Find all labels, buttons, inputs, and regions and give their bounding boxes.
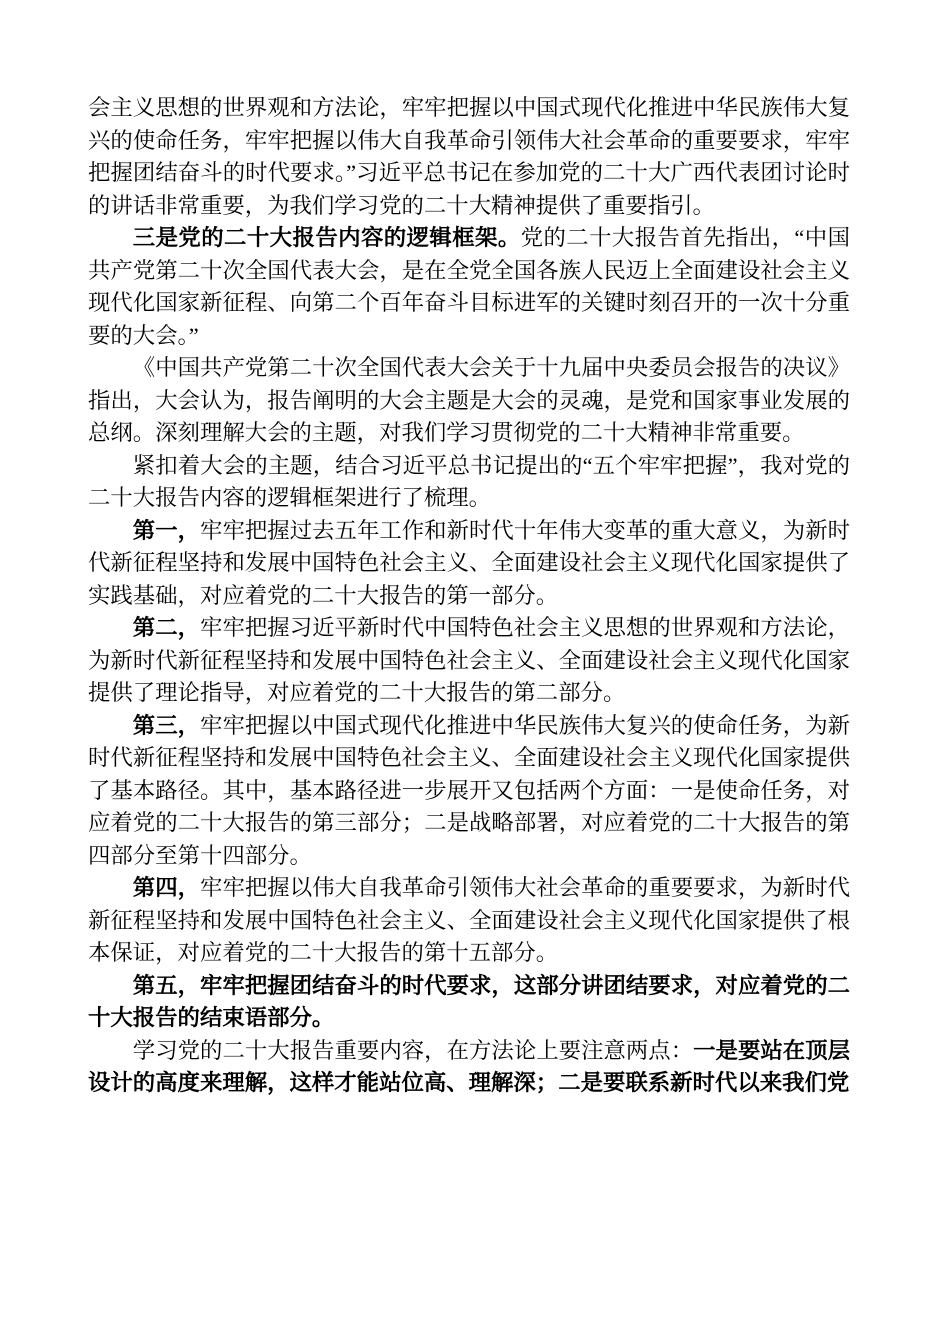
- paragraph-methodology: [88, 1035, 850, 1100]
- paragraph-third-point: [88, 710, 850, 873]
- bold-text-run: 第四，: [132, 875, 201, 900]
- bold-text-run: 第二，: [132, 615, 201, 640]
- text-run: 《中国共产党第二十次全国代表大会关于十九届中央委员会报告的决议》指出，大会认为，报告阐明的大会主题是大会的灵魂，是党和国家事业发展的总纲。深刻理解大会的主题，对我们学习贯彻党的二十大精神非常重要。: [88, 355, 850, 445]
- text-run: 牢牢把握以伟大自我革命引领伟大社会革命的重要要求，为新时代新征程坚持和发展中国特色社会主义、全面建设社会主义现代化国家提供了根本保证，对应着党的二十大报告的第十五部分。: [88, 875, 851, 965]
- text-run: 牢牢把握以中国式现代化推进中华民族伟大复兴的使命任务，为新时代新征程坚持和发展中国特色社会主义、全面建设社会主义现代化国家提供了基本路径。其中，基本路径进一步展开又包括两个方面：一是使命任务，对应着党的二十大报告的第三部分；二是战略部署，对应着党的二十大报告的第四部分至第十四部分。: [88, 712, 851, 868]
- bold-text-run: 第一，: [132, 517, 201, 543]
- paragraph-fifth-point: [88, 970, 850, 1035]
- paragraph-second-point: [88, 612, 850, 710]
- text-run: 牢牢把握过去五年工作和新时代十年伟大变革的重大意义，为新时代新征程坚持和发展中国特色社会主义、全面建设社会主义现代化国家提供了实践基础，对应着党的二十大报告的第一部分。: [88, 517, 851, 608]
- paragraph-fourth-point: [88, 872, 850, 970]
- paragraph-theme: [88, 450, 850, 515]
- paragraph-continuation: [88, 92, 850, 222]
- bold-text-run: 三是党的二十大报告内容的逻辑框架。: [132, 225, 521, 250]
- bold-text-run: 第三，: [132, 712, 201, 738]
- text-run: 党的二十大报告首先指出，“中国共产党第二十次全国代表大会，是在全党全国各族人民迈上全面建设社会主义现代化国家新征程、向第二个百年奋斗目标进军的关键时刻召开的一次十分重要的大会。”: [88, 225, 850, 348]
- paragraph-first-point: [88, 515, 850, 613]
- paragraph-resolution: [88, 352, 850, 450]
- text-run: 会主义思想的世界观和方法论，牢牢把握以中国式现代化推进中华民族伟大复兴的使命任务，牢牢把握以伟大自我革命引领伟大社会革命的重要要求，牢牢把握团结奋斗的时代要求。”习近平总书记在参加党的二十大广西代表团讨论时的讲话非常重要，为我们学习党的二十大精神提供了重要指引。: [88, 95, 850, 218]
- text-run: 牢牢把握习近平新时代中国特色社会主义思想的世界观和方法论，为新时代新征程坚持和发展中国特色社会主义、全面建设社会主义现代化国家提供了理论指导，对应着党的二十大报告的第二部分。: [88, 615, 851, 705]
- text-run: 学习党的二十大报告重要内容，在方法论上要注意两点：: [132, 1037, 694, 1063]
- paragraph-section-three: [88, 222, 850, 352]
- text-run: 紧扣着大会的主题，结合习近平总书记提出的“五个牢牢把握”，我对党的二十大报告内容的逻辑框架进行了梳理。: [88, 452, 850, 510]
- bold-text-run: 一是要站在顶层设计的高度来理解，这样才能站位高、理解深；二是要联系新时代以来我们党: [88, 1037, 851, 1095]
- document-text-body: [88, 92, 850, 1100]
- bold-text-run: 第五，牢牢把握团结奋斗的时代要求，这部分讲团结要求，对应着党的二十大报告的结束语部分。: [88, 972, 850, 1030]
